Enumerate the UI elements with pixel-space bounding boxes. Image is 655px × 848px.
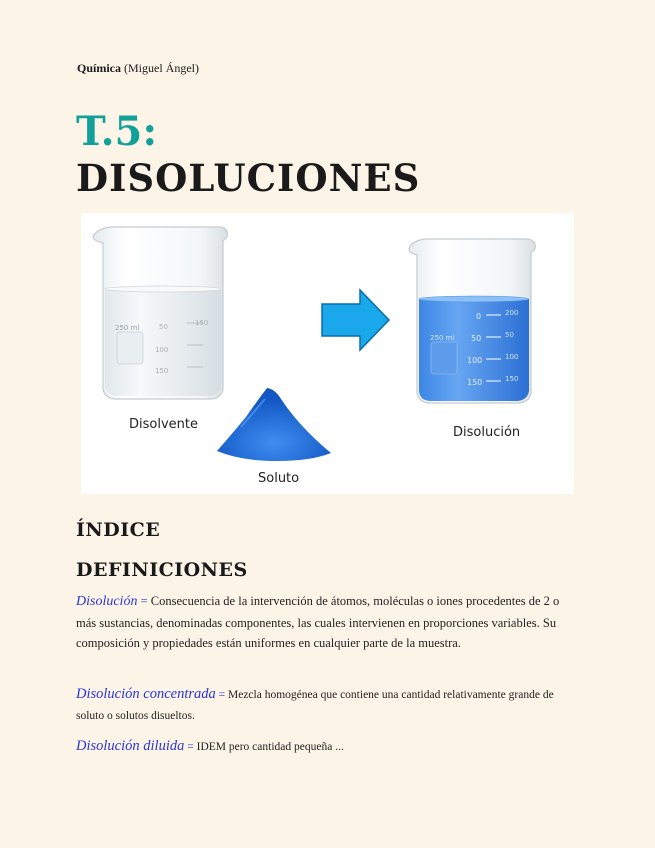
solution-scale-0: 0 xyxy=(476,312,482,321)
solvent-mark-3: 150 xyxy=(155,367,169,375)
definition-separator: = xyxy=(215,689,228,701)
section-heading-definitions: DEFINICIONES xyxy=(76,559,248,581)
solvent-volume-label: 250 ml xyxy=(115,324,140,332)
solvent-mark-top: 150 xyxy=(195,319,209,327)
solution-volume-label: 250 ml xyxy=(430,334,455,342)
solution-scale-1: 50 xyxy=(471,334,482,343)
solute-label: Soluto xyxy=(258,471,300,486)
section-heading-index: ÍNDICE xyxy=(76,519,161,541)
solution-beaker xyxy=(409,239,535,403)
subject-label: Química xyxy=(77,61,121,75)
solute-powder xyxy=(217,388,331,461)
solution-mark-0: 200 xyxy=(505,309,519,317)
definition-item xyxy=(76,684,581,726)
solvent-mark-1: 50 xyxy=(159,323,168,331)
definition-item xyxy=(76,591,581,654)
solution-mark-3: 150 xyxy=(505,375,519,383)
page-title: DISOLUCIONES xyxy=(76,156,421,200)
definition-separator: = xyxy=(137,594,151,608)
solution-mark-2: 100 xyxy=(505,353,519,361)
solvent-beaker xyxy=(93,227,227,399)
definition-separator: = xyxy=(184,741,197,753)
solution-scale-3: 150 xyxy=(467,378,483,387)
definition-term: Disolución diluida xyxy=(76,738,185,754)
definition-item xyxy=(76,736,581,758)
definition-term: Disolución concentrada xyxy=(76,686,216,702)
solvent-label: Disolvente xyxy=(129,417,198,432)
author-label: (Miguel Ángel) xyxy=(124,61,199,75)
solution-label: Disolución xyxy=(453,425,521,440)
definition-text: IDEM pero cantidad pequeña ... xyxy=(196,741,344,753)
header-line xyxy=(77,61,199,76)
dissolution-illustration xyxy=(81,213,574,494)
definition-text: Consecuencia de la intervención de átomos, moléculas o iones procedentes de 2 o más sustancias, denominadas componentes, las cuales intervienen en proporciones variables. Su composición y propiedades están uniformes en cualquier parte de la muestra. xyxy=(76,594,560,650)
solution-mark-1: 50 xyxy=(505,331,514,339)
solvent-mark-2: 100 xyxy=(155,346,169,354)
definition-term: Disolución xyxy=(76,594,138,609)
illustration-svg xyxy=(81,213,574,494)
arrow-icon xyxy=(322,290,389,350)
definition-text: Mezcla homogénea que contiene una cantidad relativamente grande de soluto o solutos disueltos. xyxy=(76,689,554,722)
title-number: T.5: xyxy=(76,108,158,155)
solution-scale-2: 100 xyxy=(467,356,483,365)
